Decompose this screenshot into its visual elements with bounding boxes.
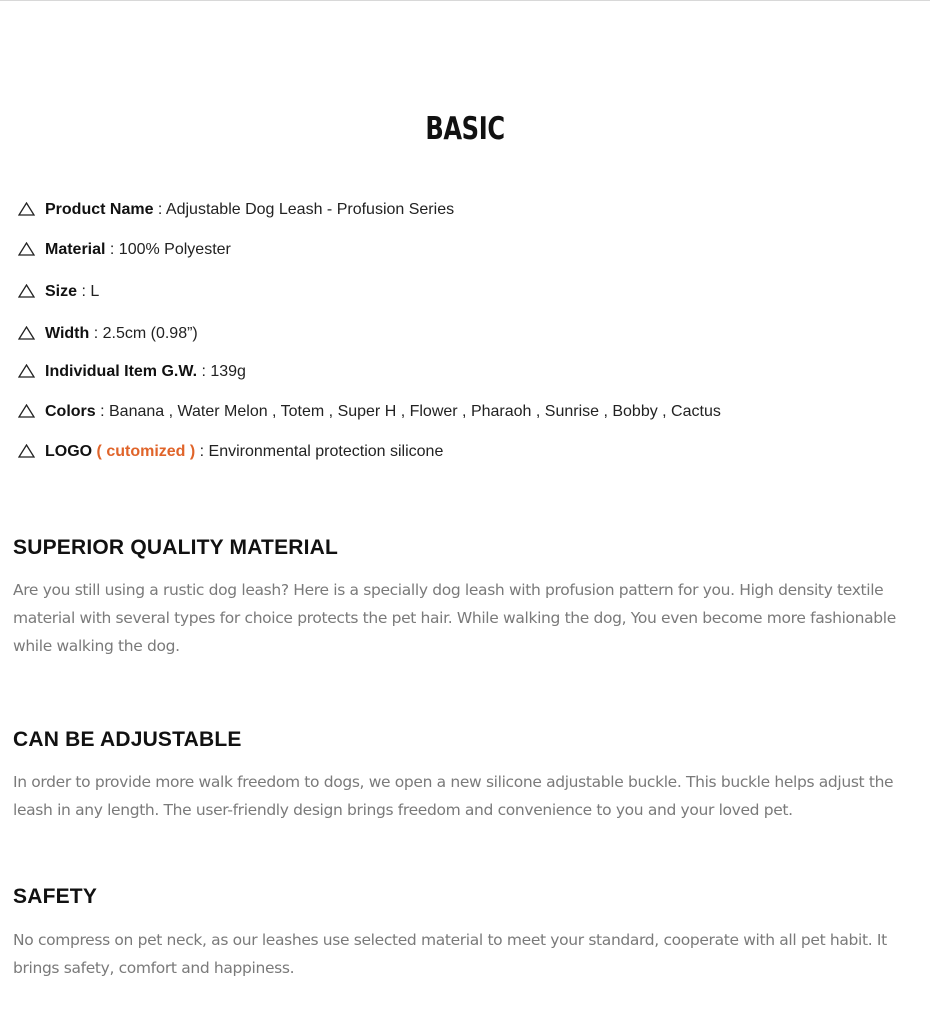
spec-value: : Environmental protection silicone bbox=[195, 443, 444, 460]
spec-item-material bbox=[18, 240, 231, 260]
spec-value: : 100% Polyester bbox=[105, 241, 231, 258]
spec-item-size bbox=[18, 282, 99, 302]
spec-key: Width bbox=[45, 325, 90, 342]
section-heading-adjustable: CAN BE ADJUSTABLE bbox=[13, 728, 242, 751]
spec-key: Material bbox=[45, 241, 106, 258]
section-body-quality: Are you still using a rustic dog leash? Here is a specially dog leash with profusion pattern for you. High density textile material with several types for choice protects the pet hair. While walking the dog, You even become more fashionable while walking the dog. bbox=[13, 581, 896, 655]
spec-item-logo bbox=[18, 442, 443, 462]
section-heading-safety: SAFETY bbox=[13, 885, 98, 908]
spec-item-colors bbox=[18, 402, 721, 422]
section-body-adjustable: In order to provide more walk freedom to dogs, we open a new silicone adjustable buckle. This buckle helps adjust the leash in any length. The user-friendly design brings freedom and convenience to you and your loved pet. bbox=[13, 773, 894, 819]
spec-value: : Banana , Water Melon , Totem , Super H , Flower , Pharaoh , Sunrise , Bobby , Cactus bbox=[95, 403, 721, 420]
spec-item-product-name bbox=[18, 200, 454, 220]
section-body-safety: No compress on pet neck, as our leashes use selected material to meet your standard, cooperate with all pet habit. It brings safety, comfort and happiness. bbox=[13, 931, 887, 977]
page-title: BASIC bbox=[425, 110, 505, 147]
spec-item-width bbox=[18, 324, 198, 344]
spec-key: Size bbox=[45, 283, 78, 300]
spec-key: LOGO bbox=[45, 443, 93, 460]
spec-value: : L bbox=[77, 283, 100, 300]
spec-item-weight bbox=[18, 362, 246, 382]
section-heading-quality: SUPERIOR QUALITY MATERIAL bbox=[13, 536, 339, 559]
spec-accent: ( cutomized ) bbox=[92, 443, 196, 460]
spec-value: : 139g bbox=[197, 363, 246, 380]
spec-key: Individual Item G.W. bbox=[45, 363, 198, 380]
spec-key: Product Name bbox=[45, 201, 154, 218]
spec-value: : Adjustable Dog Leash - Profusion Series bbox=[153, 201, 455, 218]
spec-value: : 2.5cm (0.98”) bbox=[89, 325, 198, 342]
spec-key: Colors bbox=[45, 403, 96, 420]
top-divider bbox=[0, 0, 930, 1]
